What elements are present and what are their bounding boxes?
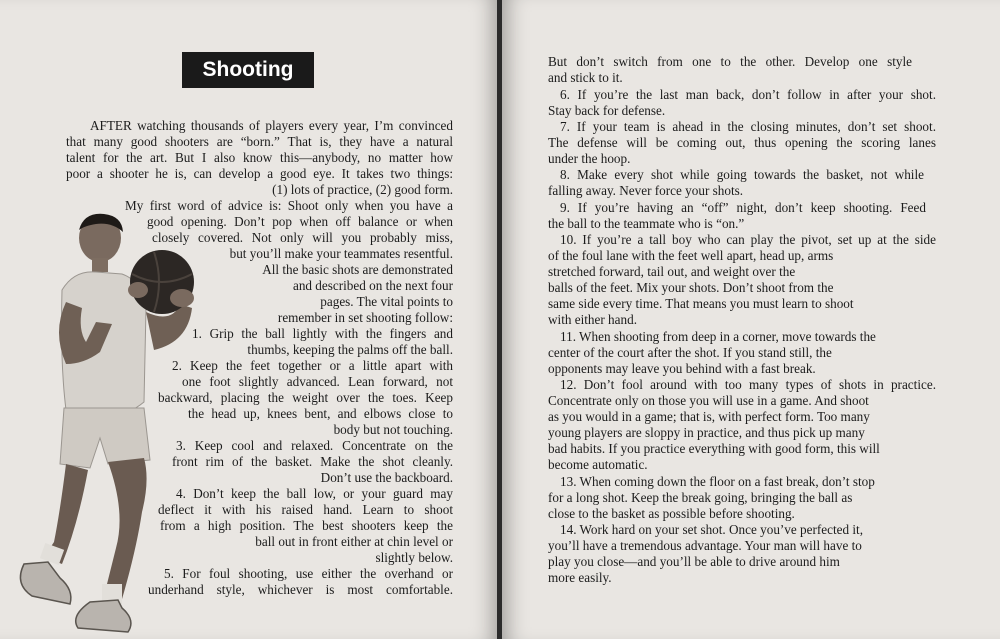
- text-line: become automatic.: [548, 457, 648, 472]
- text-line: But don’t switch from one to the other. Develop one style: [548, 54, 912, 69]
- text-line: young players are sloppy in practice, and thus pick up many: [548, 425, 865, 440]
- text-line: thumbs, keeping the palms off the ball.: [247, 342, 453, 357]
- text-line: of the foul lane with the feet well apart, head up, arms: [548, 248, 834, 263]
- text-line: closely covered. Not only will you probably miss,: [152, 230, 453, 245]
- text-line: slightly below.: [375, 550, 453, 565]
- text-line: Stay back for defense.: [548, 103, 666, 118]
- text-line: 11. When shooting from deep in a corner, move towards the: [560, 329, 876, 344]
- basketball-player-photo: [4, 212, 204, 637]
- text-line: Don’t use the backboard.: [320, 470, 453, 485]
- text-line: same side every time. That means you must learn to shoot: [548, 296, 854, 311]
- text-line: that many good shooters are “born.” That is, they have a natural: [66, 134, 453, 149]
- text-line: as you would in a game; that is, with perfect form. Too many: [548, 409, 870, 424]
- text-line: 3. Keep cool and relaxed. Concentrate on the: [176, 438, 453, 453]
- text-line: (1) lots of practice, (2) good form.: [272, 182, 453, 197]
- text-line: from a high position. The best shooters keep the: [160, 518, 453, 533]
- text-line: AFTER watching thousands of players every year, I’m convinced: [90, 118, 453, 133]
- text-line: talent for the art. But I also know this—anybody, no matter how: [66, 150, 453, 165]
- text-line: My first word of advice is: Shoot only when you have a: [125, 198, 453, 213]
- text-line: 13. When coming down the floor on a fast break, don’t stop: [560, 474, 875, 489]
- text-line: under the hoop.: [548, 151, 631, 166]
- text-line: and described on the next four: [292, 278, 453, 293]
- text-line: 10. If you’re a tall boy who can play the pivot, set up at the side: [560, 232, 936, 247]
- text-line: underhand style, whichever is most comfortable.: [148, 582, 453, 597]
- text-line: poor a shooter he is, can develop a good eye. It takes two things:: [66, 166, 453, 181]
- text-line: falling away. Never force your shots.: [548, 183, 744, 198]
- text-line: pages. The vital points to: [320, 294, 453, 309]
- text-line: one foot slightly advanced. Lean forward, not: [182, 374, 453, 389]
- text-line: Concentrate only on those you will use in a game. And shoot: [548, 393, 869, 408]
- text-line: All the basic shots are demonstrated: [262, 262, 453, 277]
- text-line: 5. For foul shooting, use either the overhand or: [164, 566, 453, 581]
- text-line: 4. Don’t keep the ball low, or your guard may: [176, 486, 453, 501]
- text-line: close to the basket as possible before shooting.: [548, 506, 795, 521]
- text-line: balls of the feet. Mix your shots. Don’t shoot from the: [548, 280, 834, 295]
- text-line: backward, placing the weight over the toes. Keep: [158, 390, 453, 405]
- text-line: front rim of the basket. Make the shot cleanly.: [172, 454, 453, 469]
- text-line: 12. Don’t fool around with too many types of shots in practice.: [560, 377, 936, 392]
- text-line: but you’ll make your teammates resentful.: [229, 246, 453, 261]
- text-line: 2. Keep the feet together or a little apart with: [172, 358, 453, 373]
- text-line: stretched forward, tail out, and weight over the: [548, 264, 796, 279]
- text-line: more easily.: [548, 570, 612, 585]
- text-line: 6. If you’re the last man back, don’t follow in after your shot.: [560, 87, 936, 102]
- text-line: body but not touching.: [333, 422, 453, 437]
- text-line: 7. If your team is ahead in the closing minutes, don’t set shoot.: [560, 119, 936, 134]
- text-line: you’ll have a tremendous advantage. Your man will have to: [548, 538, 862, 553]
- text-line: bad habits. If you practice everything with good form, this will: [548, 441, 880, 456]
- text-line: with either hand.: [548, 312, 637, 327]
- text-line: The defense will be coming out, thus opening the scoring lanes: [548, 135, 936, 150]
- left-page: [0, 0, 498, 639]
- text-line: the ball to the teammate who is “on.”: [548, 216, 745, 231]
- text-line: 8. Make every shot while going towards the basket, not while: [560, 167, 924, 182]
- text-line: the head up, knees bent, and elbows close to: [188, 406, 453, 421]
- text-line: and stick to it.: [548, 70, 623, 85]
- text-line: good opening. Don’t pop when off balance or when: [147, 214, 453, 229]
- text-line: for a long shot. Keep the break going, bringing the ball as: [548, 490, 853, 505]
- text-line: center of the court after the shot. If you stand still, the: [548, 345, 832, 360]
- text-line: opponents may leave you behind with a fast break.: [548, 361, 816, 376]
- page-heading: Shooting: [182, 52, 314, 88]
- text-line: ball out in front either at chin level or: [255, 534, 453, 549]
- right-page: [502, 0, 1000, 639]
- text-line: deflect it with his raised hand. Learn to shoot: [158, 502, 453, 517]
- text-line: 9. If you’re having an “off” night, don’t keep shooting. Feed: [560, 200, 926, 215]
- text-line: 1. Grip the ball lightly with the fingers and: [192, 326, 453, 341]
- text-line: remember in set shooting follow:: [277, 310, 453, 325]
- text-line: play you close—and you’ll be able to drive around him: [548, 554, 840, 569]
- text-line: 14. Work hard on your set shot. Once you’ve perfected it,: [560, 522, 864, 537]
